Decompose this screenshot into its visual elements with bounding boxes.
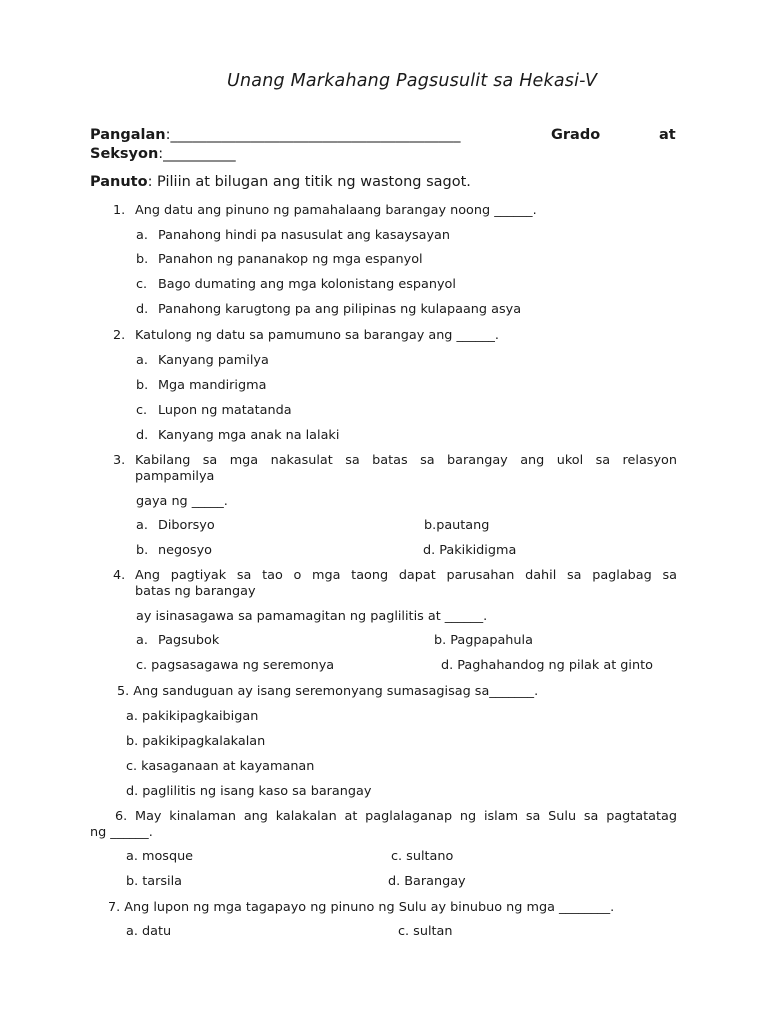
q6-option-b: b. tarsila (126, 874, 182, 889)
seksyon-label: Seksyon (90, 146, 159, 162)
q2-option-a: a. Kanyang pamilya (136, 353, 269, 368)
q4-option-b: b. Pagpapahula (434, 633, 533, 648)
question-6: 6. May kinalaman ang kalakalan at paglalaganap ng islam sa Sulu sa pagtatatag (115, 809, 677, 824)
q3-option-d: d. Pakikidigma (423, 543, 517, 558)
question-text: Ang pagtiyak sa tao o mga taong dapat parusahan dahil sa paglabag sa (135, 568, 677, 583)
q7-option-c: c. sultan (398, 924, 453, 939)
question-7: 7. Ang lupon ng mga tagapayo ng pinuno ng Sulu ay binubuo ng mga ________. (108, 900, 615, 915)
question-text: Ang datu ang pinuno ng pamahalaang barangay noong ______. (135, 203, 537, 218)
q5-option-d: d. paglilitis ng isang kaso sa barangay (126, 784, 372, 799)
q1-option-b: b. Panahon ng pananakop ng mga espanyol (136, 252, 423, 267)
q3-option-a: a. Diborsyo (136, 518, 215, 533)
q4-option-a: a. Pagsubok (136, 633, 220, 648)
question-text: Katulong ng datu sa pamumuno sa barangay ang ______. (135, 328, 499, 343)
pangalan-label: Pangalan (90, 127, 166, 143)
q4-option-d: d. Paghahandog ng pilak at ginto (441, 658, 653, 673)
q5-option-a: a. pakikipagkaibigan (126, 709, 259, 724)
panuto-instructions (90, 174, 471, 190)
q1-option-c: c. Bago dumating ang mga kolonistang espanyol (136, 277, 456, 292)
q3-option-c: b. negosyo (136, 543, 213, 558)
question-5: 5. Ang sanduguan ay isang seremonyang sumasagisag sa_______. (117, 684, 539, 699)
panuto-label: Panuto (90, 174, 148, 190)
q3-option-b: b.pautang (424, 518, 490, 533)
question-3: 3. (113, 453, 126, 468)
q6-option-a: a. mosque (126, 849, 194, 864)
q2-option-c: c. Lupon ng matatanda (136, 403, 292, 418)
pangalan-blank: :________________________________________ (165, 127, 461, 143)
question-text-cont: gaya ng _____. (136, 494, 228, 509)
at-label: at (659, 127, 676, 143)
q4-option-c: c. pagsasagawa ng seremonya (136, 658, 335, 673)
question-6-cont: ng ______. (90, 825, 153, 840)
question-text-cont: ay isinasagawa sa pamamagitan ng paglilitis at ______. (136, 609, 488, 624)
seksyon-field (90, 146, 236, 162)
q2-option-d: d. Kanyang mga anak na lalaki (136, 428, 340, 443)
pangalan-field (90, 127, 460, 143)
grado-label: Grado (551, 127, 601, 143)
q6-option-c: c. sultano (391, 849, 454, 864)
question-text-cont: pampamilya (135, 469, 215, 484)
question-text: Kabilang sa mga nakasulat sa batas sa barangay ang ukol sa relasyon (135, 453, 677, 468)
q5-option-c: c. kasaganaan at kayamanan (126, 759, 315, 774)
page-title: Unang Markahang Pagsusulit sa Hekasi-V (227, 71, 598, 91)
q6-option-d: d. Barangay (388, 874, 466, 889)
question-number: 1. (113, 203, 126, 218)
q1-option-d: d. Panahong karugtong pa ang pilipinas ng kulapaang asya (136, 302, 522, 317)
q2-option-b: b. Mga mandirigma (136, 378, 267, 393)
question-2: 2. Katulong ng datu sa pamumuno sa barangay ang ______. (113, 328, 499, 343)
panuto-text: : Piliin at bilugan ang titik ng wastong sagot. (147, 174, 471, 190)
seksyon-blank: :__________ (158, 146, 236, 162)
q1-option-a: a. Panahong hindi pa nasusulat ang kasaysayan (136, 228, 451, 243)
question-text-cont: batas ng barangay (135, 584, 256, 599)
question-1 (113, 203, 537, 218)
q5-option-b: b. pakikipagkalakalan (126, 734, 266, 749)
q7-option-a: a. datu (126, 924, 172, 939)
question-4: 4. (113, 568, 126, 583)
